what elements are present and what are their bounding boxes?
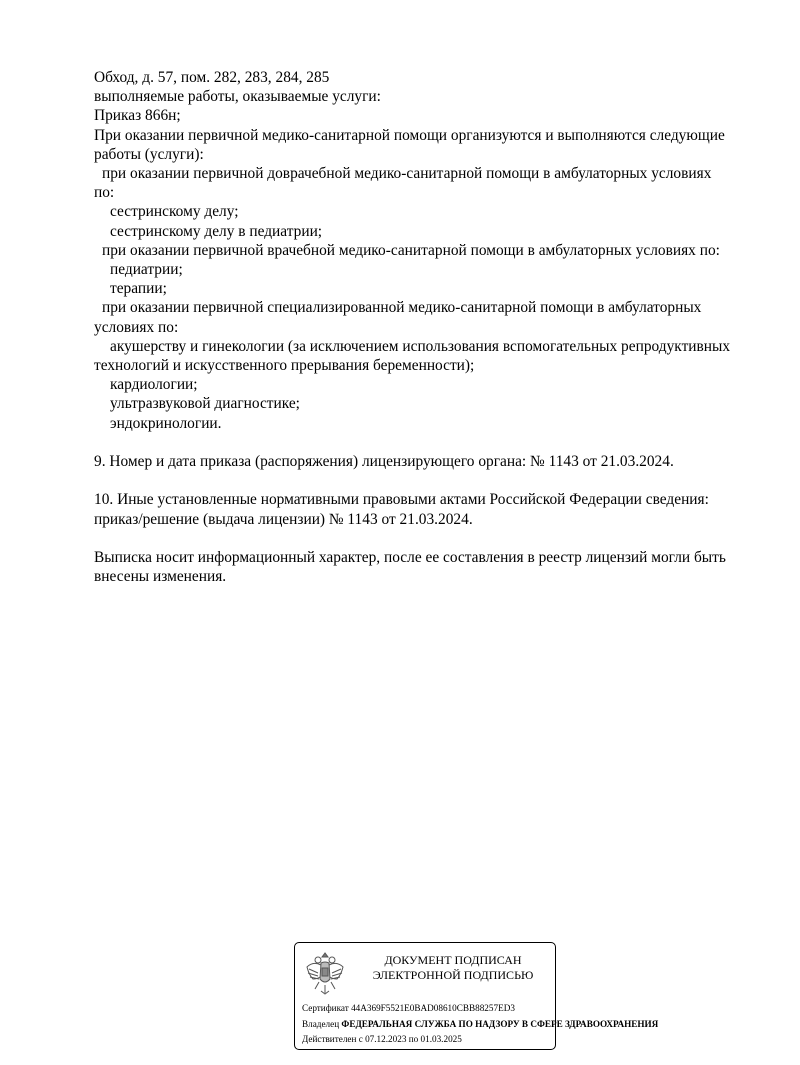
stamp-title-line-2: ЭЛЕКТРОННОЙ ПОДПИСЬЮ [372, 968, 534, 982]
document-line: Выписка носит информационный характер, после ее составления в реестр лицензий могли быть [94, 549, 726, 567]
document-line: условиях по: [94, 318, 179, 336]
document-line: по: [94, 184, 115, 202]
document-line: приказ/решение (выдача лицензии) № 1143 от 21.03.2024. [94, 510, 473, 528]
document-line: педиатрии; [110, 261, 183, 279]
document-line: Обход, д. 57, пом. 282, 283, 284, 285 [94, 69, 330, 86]
owner-label: Владелец [302, 1018, 340, 1029]
document-line: ультразвуковой диагностике; [110, 395, 300, 413]
stamp-validity: Действителен с 07.12.2023 по 01.03.2025 [302, 1034, 462, 1045]
document-line: 10. Иные установленные нормативными правовыми актами Российской Федерации сведения: [94, 491, 709, 509]
coat-of-arms-icon [303, 949, 347, 997]
document-line: выполняемые работы, оказываемые услуги: [94, 88, 381, 106]
document-body [94, 68, 764, 586]
document-line: При оказании первичной медико-санитарной помощи организуются и выполняются следующие [94, 126, 725, 144]
paragraph-gap [94, 433, 764, 452]
document-line: 9. Номер и дата приказа (распоряжения) лицензирующего органа: № 1143 от 21.03.2024. [94, 453, 674, 471]
paragraph-gap [94, 529, 764, 548]
stamp-details [302, 1001, 659, 1048]
electronic-signature-stamp [294, 942, 659, 1050]
document-line: при оказании первичной врачебной медико-санитарной помощи в амбулаторных условиях по: [102, 241, 720, 259]
document-line: кардиологии; [110, 376, 198, 394]
stamp-title [355, 953, 551, 983]
document-line: технологий и искусственного прерывания беременности); [94, 357, 475, 375]
document-line: акушерству и гинекологии (за исключением использования вспомогательных репродуктивных [110, 337, 731, 355]
certificate-value: 44A369F5521E0BAD08610CBB88257ED3 [351, 1003, 515, 1013]
stamp-owner [302, 1017, 659, 1033]
document-line: Приказ 866н; [94, 107, 181, 125]
paragraph-gap [94, 471, 764, 490]
owner-value: ФЕДЕРАЛЬНАЯ СЛУЖБА ПО НАДЗОРУ В СФЕРЕ ЗДРАВООХРАНЕНИЯ [341, 1018, 659, 1029]
document-line: внесены изменения. [94, 568, 227, 586]
document-line: работы (услуги): [94, 145, 204, 163]
document-line: при оказании первичной доврачебной медико-санитарной помощи в амбулаторных условиях [102, 165, 712, 183]
document-line: сестринскому делу в педиатрии; [110, 222, 323, 240]
stamp-certificate [302, 1001, 555, 1017]
stamp-title-line-1: ДОКУМЕНТ ПОДПИСАН [384, 953, 522, 967]
document-line: эндокринологии. [110, 414, 222, 432]
certificate-label: Сертификат [302, 1003, 349, 1013]
document-line: при оказании первичной специализированной медико-санитарной помощи в амбулаторных [102, 299, 702, 317]
document-line: терапии; [110, 280, 167, 298]
document-line: сестринскому делу; [110, 203, 239, 221]
